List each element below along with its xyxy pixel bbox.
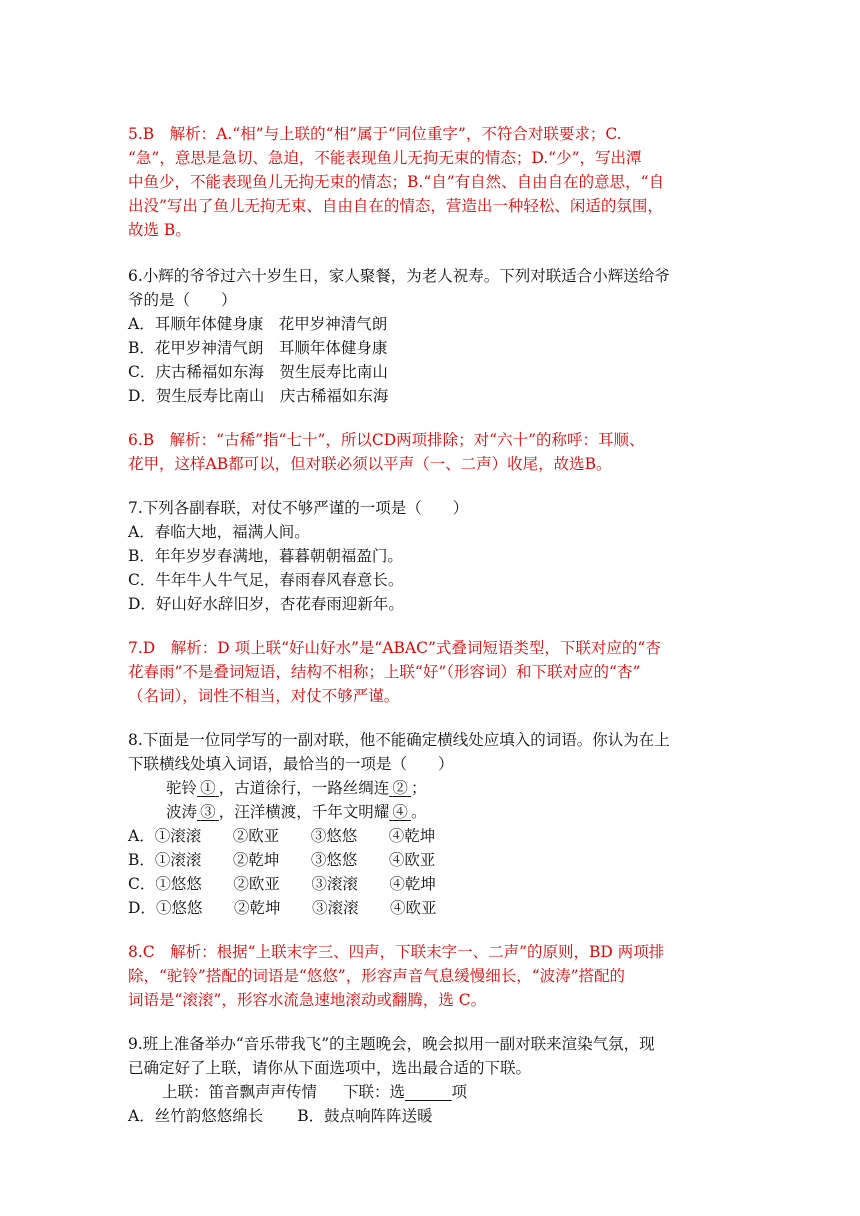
blank-1: ① xyxy=(200,779,216,797)
option-d: D．好山好水辞旧岁，杏花春雨迎新年。 xyxy=(128,595,404,613)
question-stem: 已确定好了上联，请你从下面选项中，选出最合适的下联。 xyxy=(128,1059,532,1077)
option-choice: ②乾坤 xyxy=(233,899,281,917)
option-a: A．春临大地，福满人间。 xyxy=(128,523,310,541)
answer-line: 8.C 解析：根据“上联末字三、四声，下联末字一、二声”的原则，BD 两项排 xyxy=(128,943,665,961)
answer-line: 7.D 解析：D 项上联“好山好水”是“ABAC”式叠词短语类型，下联对应的“杏 xyxy=(128,639,661,657)
question-stem: 6.小辉的爷爷过六十岁生日，家人聚餐，为老人祝寿。下列对联适合小辉送给爷 xyxy=(128,267,670,285)
option-choice: ④欧亚 xyxy=(388,851,436,869)
q7-question xyxy=(128,496,740,616)
option-choice: ④欧亚 xyxy=(389,899,437,917)
question-stem: 9.班上准备举办“音乐带我飞”的主题晚会，晚会拟用一副对联来渲染气氛，现 xyxy=(128,1035,655,1053)
document-page xyxy=(128,122,740,1128)
answer-line: 中鱼少，不能表现鱼儿无拘无束的情态；B.“自”有自然、自由自在的意思，“自 xyxy=(128,173,665,191)
option-b: B．年年岁岁春满地，暮暮朝朝福盈门。 xyxy=(128,547,403,565)
option-choice: ③悠悠 xyxy=(310,827,358,845)
option-d xyxy=(128,896,740,920)
option-choice: ④乾坤 xyxy=(388,827,436,845)
option-choice: ①悠悠 xyxy=(155,875,202,893)
option-b: B．鼓点响阵阵送暖 xyxy=(297,1107,433,1125)
option-label: B． xyxy=(128,851,155,869)
blank-2: ② xyxy=(392,779,408,797)
question-stem: 8.下面是一位同学写的一副对联，他不能确定横线处应填入的词语。你认为在上 xyxy=(128,731,670,749)
q9-question xyxy=(128,1032,740,1128)
option-c xyxy=(128,872,740,896)
option-choice: ③悠悠 xyxy=(310,851,358,869)
answer-line: （名词），词性不相当，对仗不够严谨。 xyxy=(128,687,400,705)
answer-line: 词语是“滚滚”，形容水流急速地滚动或翻腾，选 C。 xyxy=(128,991,487,1009)
answer-line: 6.B 解析：“古稀”指“七十”，所以CD两项排除；对“六十”的称呼：耳顺、 xyxy=(128,431,645,449)
q5-answer xyxy=(128,122,740,242)
option-choice: ②欧亚 xyxy=(233,875,280,893)
answer-line: 花甲，这样AB都可以，但对联必须以平声（一、二声）收尾，故选B。 xyxy=(128,455,612,473)
option-c: C．庆古稀福如东海 贺生辰寿比南山 xyxy=(128,363,388,381)
option-c: C．牛年牛人牛气足，春雨春风春意长。 xyxy=(128,571,404,589)
option-choice: ①滚滚 xyxy=(154,851,202,869)
blank-3: ③ xyxy=(200,803,216,821)
option-choice: ③滚滚 xyxy=(311,899,359,917)
option-a: A．丝竹韵悠悠绵长 xyxy=(128,1107,264,1125)
question-stem: 爷的是（ ） xyxy=(128,291,237,309)
option-choice: ①悠悠 xyxy=(155,899,203,917)
option-label: D． xyxy=(128,899,156,917)
answer-line: 花春雨”不是叠词短语，结构不相称；上联“好”（形容词）和下联对应的“杏” xyxy=(128,663,641,681)
option-d: D．贺生辰寿比南山 庆古稀福如东海 xyxy=(128,387,389,405)
option-choice: ④乾坤 xyxy=(389,875,436,893)
q8-question xyxy=(128,728,740,920)
option-a: A．耳顺年体健身康 花甲岁神清气朗 xyxy=(128,315,388,333)
q8-options xyxy=(128,824,740,920)
blank-4: ④ xyxy=(392,803,408,821)
options-row xyxy=(128,1104,740,1128)
answer-line: 出没”写出了鱼儿无拘无束、自由自在的情态，营造出一种轻松、闲适的氛围， xyxy=(128,197,663,215)
answer-line: “急”，意思是急切、急迫，不能表现鱼儿无拘无束的情态；D.“少”，写出潭 xyxy=(128,149,642,167)
answer-line: 除，“驼铃”搭配的词语是“悠悠”，形容声音气息缓慢细长，“波涛”搭配的 xyxy=(128,967,626,985)
option-label: C． xyxy=(128,875,156,893)
couplet-lower: 波涛 ③ ，汪洋横渡，千年文明耀 ④ 。 xyxy=(166,803,427,821)
option-label: A． xyxy=(128,827,155,845)
q6-question xyxy=(128,264,740,408)
q6-answer xyxy=(128,428,740,476)
option-b: B．花甲岁神清气朗 耳顺年体健身康 xyxy=(128,339,388,357)
upper-couplet: 上联：笛音飘声声传情 xyxy=(162,1083,318,1101)
couplet-upper: 驼铃 ① ，古道徐行，一路丝绸连 ② ； xyxy=(166,779,427,797)
couplet-prompt: 上联：笛音飘声声传情 下联：选 项 xyxy=(162,1083,468,1101)
answer-line: 5.B 解析：A.“相”与上联的“相”属于“同位重字”，不符合对联要求；C. xyxy=(128,125,622,143)
option-b xyxy=(128,848,740,872)
answer-line: 故选 B。 xyxy=(128,221,191,239)
question-stem: 7.下列各副春联，对仗不够严谨的一项是（ ） xyxy=(128,499,469,517)
lower-couplet-label: 下联：选 xyxy=(343,1083,406,1101)
answer-blank xyxy=(405,1083,452,1101)
question-stem: 下联横线处填入词语，最恰当的一项是（ ） xyxy=(128,755,454,773)
option-choice: ③滚滚 xyxy=(311,875,358,893)
q8-answer xyxy=(128,940,740,1012)
option-choice: ②欧亚 xyxy=(232,827,280,845)
option-choice: ①滚滚 xyxy=(154,827,202,845)
option-choice: ②乾坤 xyxy=(232,851,280,869)
q7-answer xyxy=(128,636,740,708)
option-a xyxy=(128,824,740,848)
